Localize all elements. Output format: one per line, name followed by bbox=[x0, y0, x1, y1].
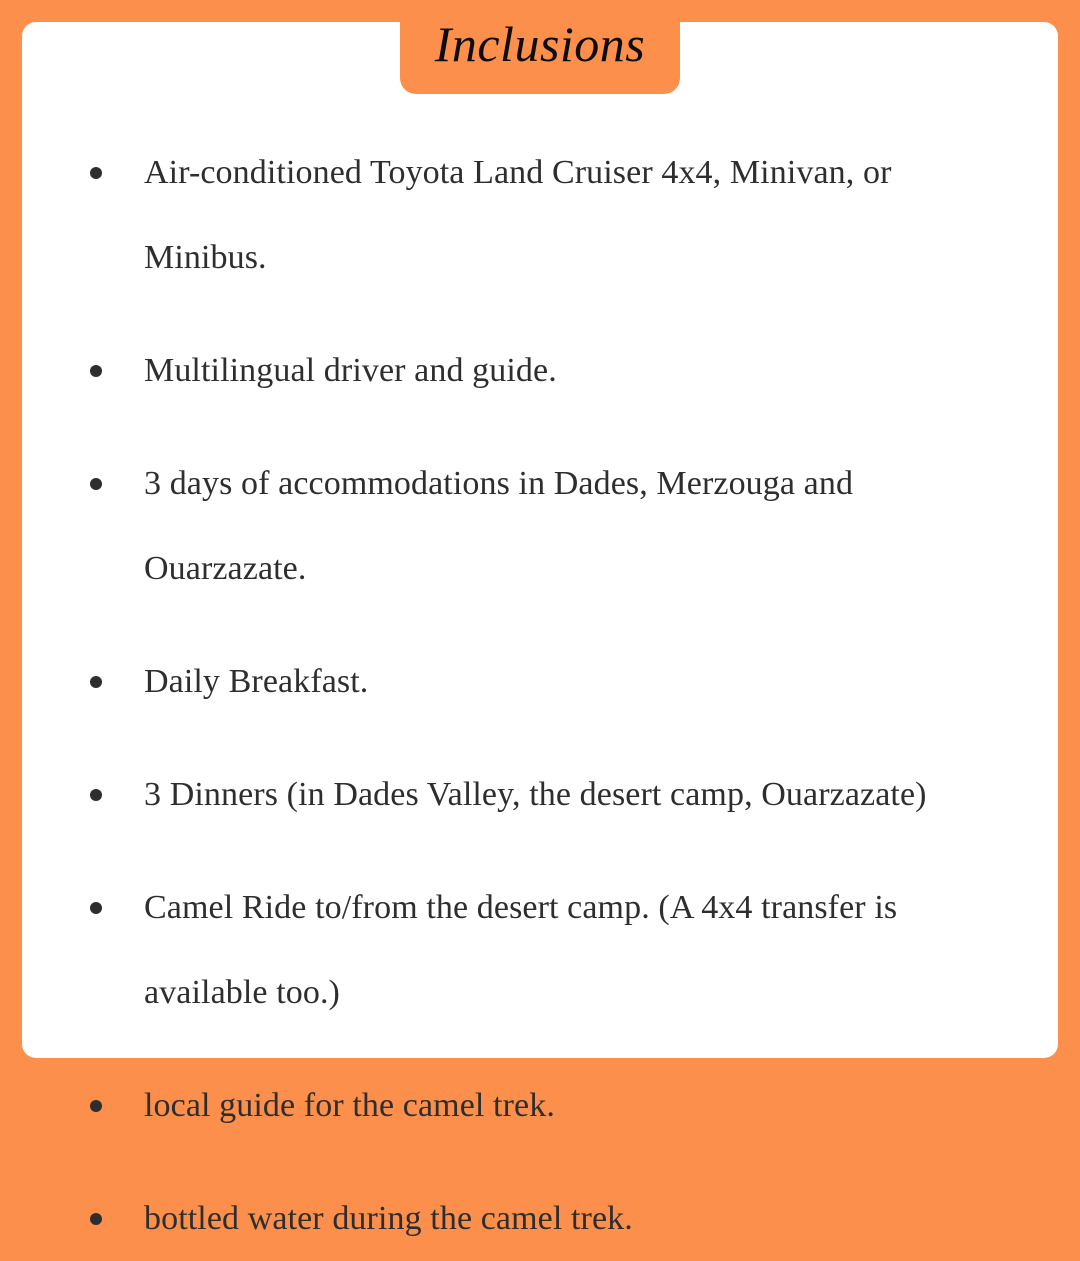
bullet-dot-icon bbox=[90, 1213, 102, 1225]
list-item-label: Multilingual driver and guide. bbox=[144, 352, 557, 389]
list-item bbox=[90, 752, 1010, 837]
list-item bbox=[90, 130, 1010, 300]
list-item bbox=[90, 639, 1010, 724]
bullet-dot-icon bbox=[90, 167, 102, 179]
list-item-label: local guide for the camel trek. bbox=[144, 1087, 555, 1124]
list-item-label: 3 Dinners (in Dades Valley, the desert camp, Ouarzazate) bbox=[144, 776, 927, 813]
title-tab bbox=[400, 0, 680, 94]
bullet-dot-icon bbox=[90, 1100, 102, 1112]
list-item-label: bottled water during the camel trek. bbox=[144, 1200, 633, 1237]
list-item-label: Air-conditioned Toyota Land Cruiser 4x4, Minivan, or Minibus. bbox=[144, 154, 892, 276]
bullet-dot-icon bbox=[90, 789, 102, 801]
bullet-dot-icon bbox=[90, 365, 102, 377]
list-item-label: Camel Ride to/from the desert camp. (A 4x4 transfer is available too.) bbox=[144, 889, 898, 1011]
bullet-dot-icon bbox=[90, 676, 102, 688]
inclusions-list bbox=[90, 130, 1010, 1261]
content-card bbox=[22, 22, 1058, 1237]
page-title: Inclusions bbox=[434, 16, 646, 72]
list-item-label: Daily Breakfast. bbox=[144, 663, 369, 700]
list-item bbox=[90, 441, 1010, 611]
list-item bbox=[90, 1063, 1010, 1148]
bullet-dot-icon bbox=[90, 478, 102, 490]
list-item-label: 3 days of accommodations in Dades, Merzouga and Ouarzazate. bbox=[144, 465, 854, 587]
list-item bbox=[90, 328, 1010, 413]
list-item bbox=[90, 1176, 1010, 1261]
bullet-dot-icon bbox=[90, 902, 102, 914]
list-item bbox=[90, 865, 1010, 1035]
